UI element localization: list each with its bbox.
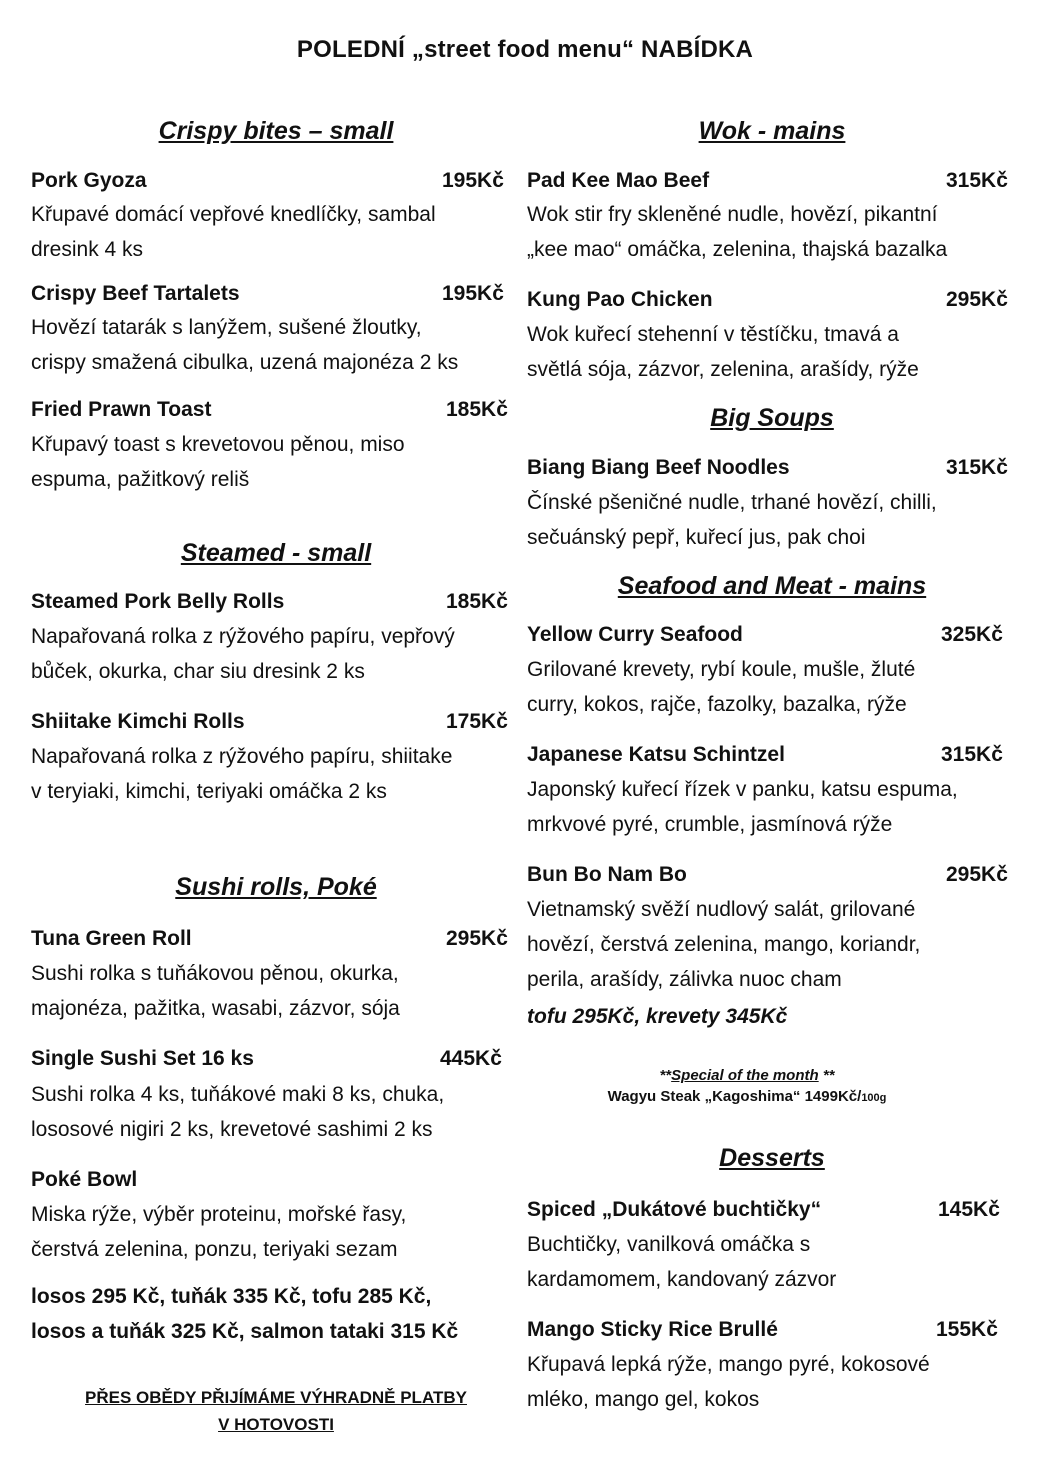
item-description: Napařovaná rolka z rýžového papíru, vepřový bůček, okurka, char siu dresink 2 ks (31, 625, 455, 683)
section-heading-desserts: Desserts (719, 1144, 825, 1172)
item-price: 145Kč (938, 1198, 1000, 1221)
payment-notice: PŘES OBĚDY PŘIJÍMÁME VÝHRADNĚ PLATBY V HOTOVOSTI (85, 1388, 467, 1434)
item-name: Pork Gyoza (31, 169, 147, 192)
item-price: 155Kč (936, 1318, 998, 1341)
item-price: 185Kč (446, 398, 508, 421)
item-price: 315Kč (946, 169, 1008, 192)
section-heading-wok: Wok - mains (698, 117, 846, 145)
item-name: Biang Biang Beef Noodles (527, 456, 790, 479)
item-description: Čínské pšeničné nudle, trhané hovězí, chilli, sečuánský pepř, kuřecí jus, pak choi (527, 491, 937, 549)
item-name: Kung Pao Chicken (527, 288, 713, 311)
special-of-month: **Special of the month ** Wagyu Steak „Kagoshima“ 1499Kč/100g (607, 1067, 887, 1105)
item-name: Steamed Pork Belly Rolls (31, 590, 285, 613)
section-heading-sushi: Sushi rolls, Poké (175, 873, 377, 901)
item-price: 295Kč (946, 863, 1008, 886)
section-heading-crispy: Crispy bites – small (158, 117, 394, 145)
item-price: 295Kč (946, 288, 1008, 311)
item-name: Pad Kee Mao Beef (527, 169, 710, 192)
item-price: 185Kč (446, 590, 508, 613)
item-name: Bun Bo Nam Bo (527, 863, 687, 886)
item-price: 315Kč (946, 456, 1008, 479)
item-price: 295Kč (446, 927, 508, 950)
item-description: Křupavá lepká rýže, mango pyré, kokosové mléko, mango gel, kokos (527, 1353, 930, 1411)
item-description: Japonský kuřecí řízek v panku, katsu espuma, mrkvové pyré, crumble, jasmínová rýže (527, 778, 958, 836)
item-price: 195Kč (442, 282, 504, 305)
item-name: Single Sushi Set 16 ks (31, 1047, 254, 1070)
item-description: Napařovaná rolka z rýžového papíru, shiitake v teryiaki, kimchi, teriyaki omáčka 2 ks (31, 745, 453, 803)
section-heading-steamed: Steamed - small (180, 539, 372, 567)
item-description: Wok stir fry skleněné nudle, hovězí, pikantní „kee mao“ omáčka, zelenina, thajská bazalka (527, 203, 948, 261)
item-price: 445Kč (440, 1047, 502, 1070)
item-name: Japanese Katsu Schintzel (527, 743, 785, 766)
item-description: Křupavé domácí vepřové knedlíčky, sambal dresink 4 ks (31, 203, 436, 261)
item-price: 315Kč (941, 743, 1003, 766)
item-description: Křupavý toast s krevetovou pěnou, miso espuma, pažitkový reliš (31, 433, 405, 491)
item-name: Yellow Curry Seafood (527, 623, 743, 646)
item-description: Sushi rolka s tuňákovou pěnou, okurka, majonéza, pažitka, wasabi, zázvor, sója (31, 962, 400, 1020)
section-heading-seafood: Seafood and Meat - mains (617, 572, 927, 600)
item-price: 325Kč (941, 623, 1003, 646)
item-description: Buchtičky, vanilková omáčka s kardamomem, kandovaný zázvor (527, 1233, 837, 1291)
poke-price-options: losos 295 Kč, tuňák 335 Kč, tofu 285 Kč, (31, 1285, 432, 1308)
item-description: Wok kuřecí stehenní v těstíčku, tmavá a světlá sója, zázvor, zelenina, arašídy, rýže (527, 323, 919, 381)
item-name: Poké Bowl (31, 1168, 138, 1191)
item-price: 195Kč (442, 169, 504, 192)
item-description: Vietnamský svěží nudlový salát, grilované hovězí, čerstvá zelenina, mango, koriandr, perila, arašídy, zálivka nuoc cham (527, 898, 921, 991)
bun-bo-variants: tofu 295Kč, krevety 345Kč (527, 1005, 788, 1028)
item-description: Hovězí tatarák s lanýžem, sušené žloutky, crispy smažená cibulka, uzená majonéza 2 ks (31, 316, 459, 374)
item-description: Sushi rolka 4 ks, tuňákové maki 8 ks, chuka, lososové nigiri 2 ks, krevetové sashimi 2 ks (31, 1083, 445, 1141)
item-name: Fried Prawn Toast (31, 398, 212, 421)
item-name: Shiitake Kimchi Rolls (31, 710, 245, 733)
item-description: Grilované krevety, rybí koule, mušle, žluté curry, kokos, rajče, fazolky, bazalka, rýže (527, 658, 916, 716)
menu-title: POLEDNÍ „street food menu“ NABÍDKA (296, 36, 754, 63)
poke-price-options: losos a tuňák 325 Kč, salmon tataki 315 Kč (31, 1320, 459, 1343)
section-heading-soups: Big Soups (710, 404, 834, 432)
item-price: 175Kč (446, 710, 508, 733)
item-description: Miska rýže, výběr proteinu, mořské řasy, čerstvá zelenina, ponzu, teriyaki sezam (31, 1203, 407, 1261)
item-name: Crispy Beef Tartalets (31, 282, 240, 305)
item-name: Tuna Green Roll (31, 927, 192, 950)
item-name: Mango Sticky Rice Brullé (527, 1318, 778, 1341)
item-name: Spiced „Dukátové buchtičky“ (527, 1198, 822, 1221)
